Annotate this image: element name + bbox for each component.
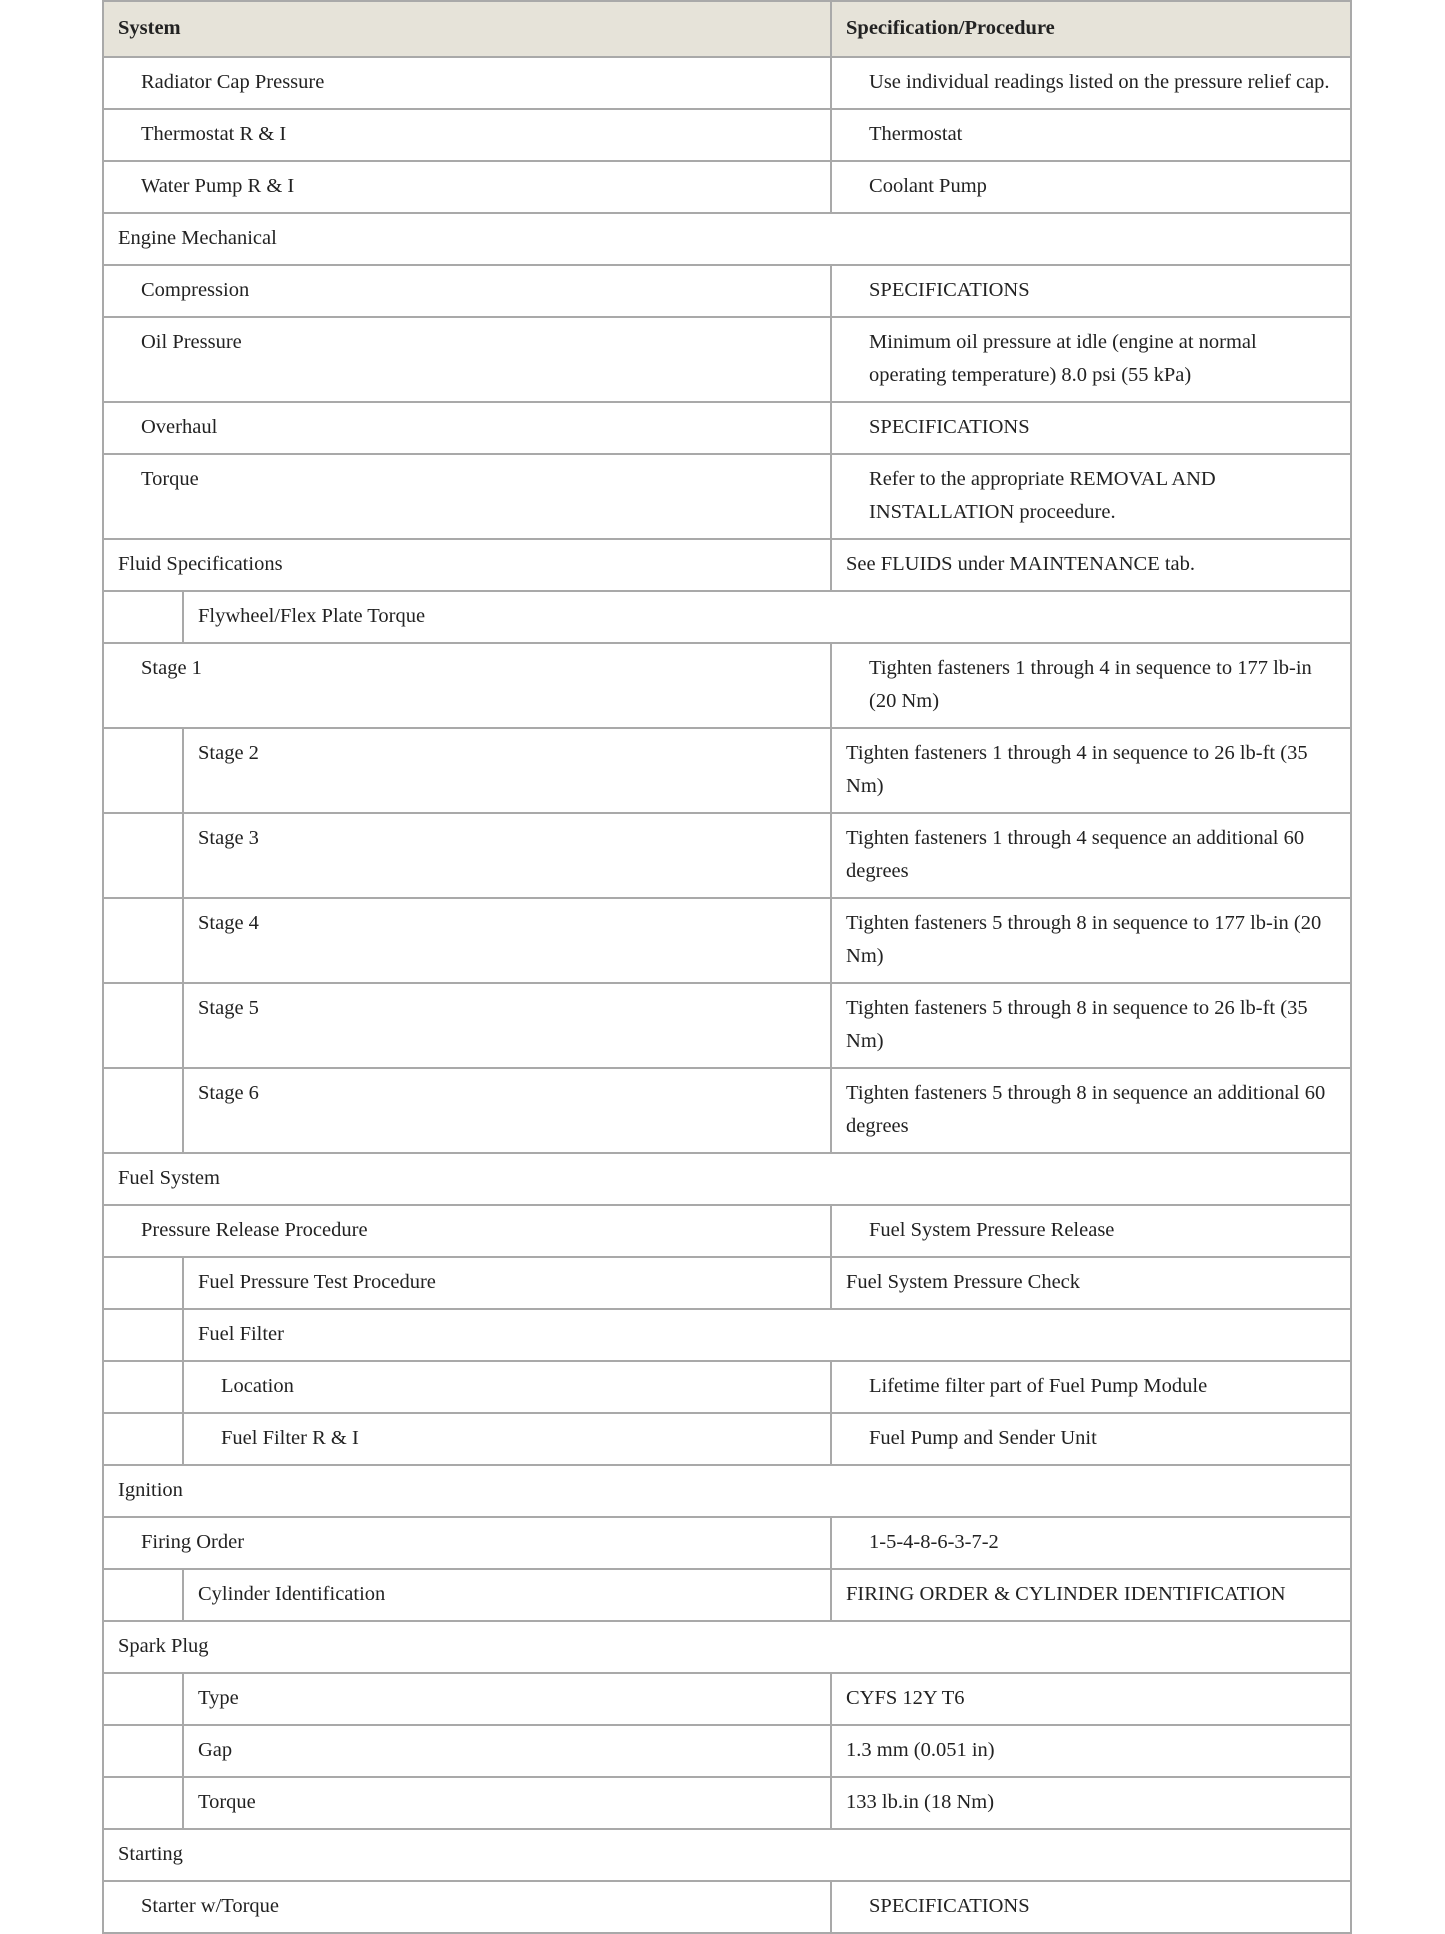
indent-cell [103,1673,183,1725]
section-row [103,1621,1351,1673]
system-cell: Overhaul [103,402,831,454]
system-cell: Stage 4 [183,898,831,983]
specification-table [102,0,1352,1934]
table-row [103,1068,1351,1153]
table-row [103,1569,1351,1621]
system-cell: Location [183,1361,831,1413]
system-cell: Type [183,1673,831,1725]
section-row [103,1153,1351,1205]
table-row [103,109,1351,161]
spec-cell: Use individual readings listed on the pressure relief cap. [831,57,1351,109]
system-cell: Stage 5 [183,983,831,1068]
section-row [103,1829,1351,1881]
spec-cell: Minimum oil pressure at idle (engine at normal operating temperature) 8.0 psi (55 kPa) [831,317,1351,402]
system-cell: Gap [183,1725,831,1777]
table-row [103,1413,1351,1465]
system-cell: Fluid Specifications [103,539,831,591]
system-cell: Water Pump R & I [103,161,831,213]
system-cell: Cylinder Identification [183,1569,831,1621]
table-row [103,539,1351,591]
section-heading: Starting [103,1829,1351,1881]
indent-cell [103,1777,183,1829]
spec-cell: FIRING ORDER & CYLINDER IDENTIFICATION [831,1569,1351,1621]
system-cell: Fuel Filter R & I [183,1413,831,1465]
system-cell: Starter w/Torque [103,1881,831,1933]
table-row [103,402,1351,454]
subsection-row [103,1309,1351,1361]
system-cell: Oil Pressure [103,317,831,402]
spec-cell: 1-5-4-8-6-3-7-2 [831,1517,1351,1569]
spec-cell: Tighten fasteners 1 through 4 in sequence to 26 lb-ft (35 Nm) [831,728,1351,813]
spec-cell: Refer to the appropriate REMOVAL AND INSTALLATION proceedure. [831,454,1351,539]
section-row [103,1465,1351,1517]
spec-cell: 133 lb.in (18 Nm) [831,1777,1351,1829]
header-row [103,1,1351,57]
table-row [103,1725,1351,1777]
spec-cell: Thermostat [831,109,1351,161]
table-row [103,728,1351,813]
system-cell: Stage 2 [183,728,831,813]
spec-cell: Tighten fasteners 1 through 4 sequence an additional 60 degrees [831,813,1351,898]
spec-cell: Fuel System Pressure Check [831,1257,1351,1309]
indent-cell [103,983,183,1068]
table-row [103,813,1351,898]
table-row [103,643,1351,728]
spec-cell: SPECIFICATIONS [831,1881,1351,1933]
indent-cell [103,728,183,813]
section-heading: Ignition [103,1465,1351,1517]
subsection-heading: Fuel Filter [183,1309,1351,1361]
section-heading: Spark Plug [103,1621,1351,1673]
table-row [103,1777,1351,1829]
table-row [103,161,1351,213]
indent-cell [103,1569,183,1621]
indent-cell [103,1068,183,1153]
spec-cell: Tighten fasteners 5 through 8 in sequence to 26 lb-ft (35 Nm) [831,983,1351,1068]
section-heading: Fuel System [103,1153,1351,1205]
indent-cell [103,1257,183,1309]
system-cell: Pressure Release Procedure [103,1205,831,1257]
system-cell: Compression [103,265,831,317]
table-row [103,1517,1351,1569]
table-row [103,898,1351,983]
indent-cell [103,1361,183,1413]
table-row [103,1257,1351,1309]
spec-cell: Tighten fasteners 5 through 8 in sequence an additional 60 degrees [831,1068,1351,1153]
indent-cell [103,1309,183,1361]
indent-cell [103,591,183,643]
header-specification: Specification/Procedure [831,1,1351,57]
table-row [103,57,1351,109]
spec-cell: 1.3 mm (0.051 in) [831,1725,1351,1777]
system-cell: Radiator Cap Pressure [103,57,831,109]
section-row [103,213,1351,265]
section-heading: Engine Mechanical [103,213,1351,265]
table-row [103,454,1351,539]
system-cell: Stage 6 [183,1068,831,1153]
spec-cell: SPECIFICATIONS [831,265,1351,317]
system-cell: Torque [103,454,831,539]
spec-cell: Fuel Pump and Sender Unit [831,1413,1351,1465]
indent-cell [103,898,183,983]
subsection-row [103,591,1351,643]
spec-cell: CYFS 12Y T6 [831,1673,1351,1725]
table-row [103,1673,1351,1725]
table-row [103,1361,1351,1413]
header-system: System [103,1,831,57]
table-row [103,317,1351,402]
spec-cell: Lifetime filter part of Fuel Pump Module [831,1361,1351,1413]
indent-cell [103,1413,183,1465]
spec-cell: Tighten fasteners 5 through 8 in sequence to 177 lb-in (20 Nm) [831,898,1351,983]
spec-cell: Coolant Pump [831,161,1351,213]
system-cell: Fuel Pressure Test Procedure [183,1257,831,1309]
system-cell: Stage 3 [183,813,831,898]
indent-cell [103,813,183,898]
spec-cell: See FLUIDS under MAINTENANCE tab. [831,539,1351,591]
spec-cell: SPECIFICATIONS [831,402,1351,454]
table-row [103,1205,1351,1257]
table-row [103,265,1351,317]
spec-cell: Tighten fasteners 1 through 4 in sequence to 177 lb-in (20 Nm) [831,643,1351,728]
system-cell: Stage 1 [103,643,831,728]
spec-cell: Fuel System Pressure Release [831,1205,1351,1257]
system-cell: Thermostat R & I [103,109,831,161]
system-cell: Torque [183,1777,831,1829]
table-row [103,983,1351,1068]
subsection-heading: Flywheel/Flex Plate Torque [183,591,1351,643]
indent-cell [103,1725,183,1777]
system-cell: Firing Order [103,1517,831,1569]
table-row [103,1881,1351,1933]
